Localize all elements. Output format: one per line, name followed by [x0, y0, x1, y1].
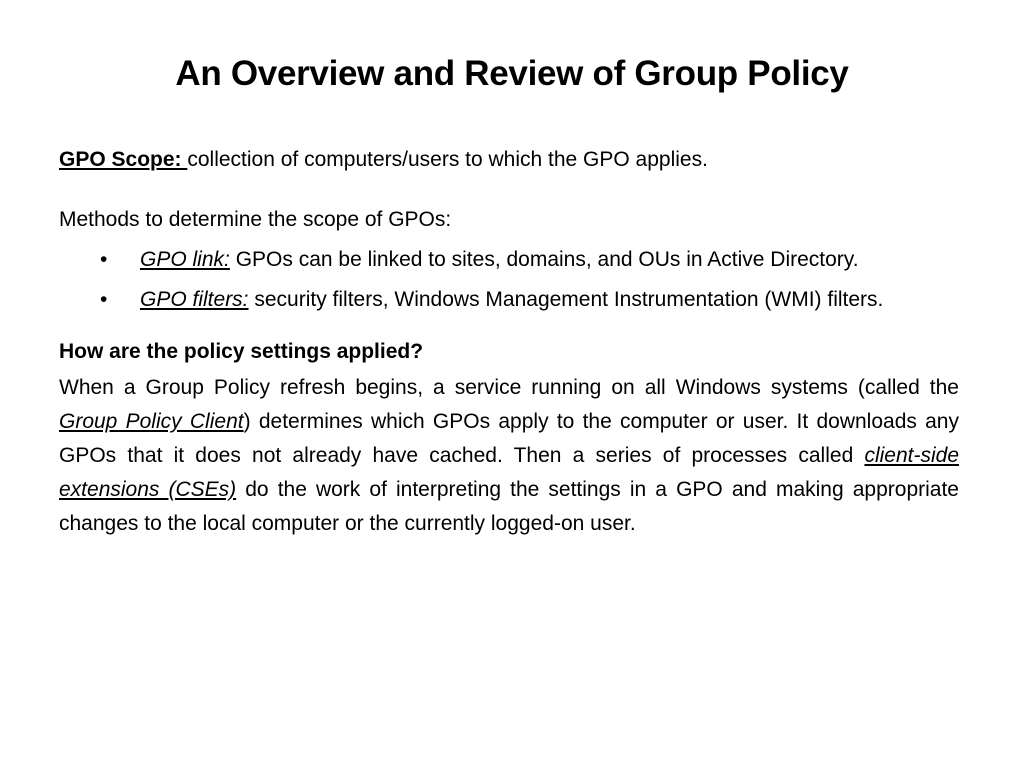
- bullet-icon: •: [100, 248, 108, 271]
- scope-text: collection of computers/users to which the GPO applies.: [187, 148, 708, 171]
- scope-term: GPO Scope:: [59, 148, 188, 171]
- slide-title: An Overview and Review of Group Policy: [175, 54, 849, 93]
- question-heading: How are the policy settings applied?: [59, 340, 424, 363]
- method-item-gpo-link: [59, 243, 959, 277]
- answer-text-3: do the work of interpreting the settings in a GPO and making appropriate changes to the local computer or the currently logged-on user.: [59, 478, 959, 535]
- group-policy-client-term: Group Policy Client: [59, 410, 244, 433]
- methods-list: [59, 243, 959, 317]
- method-term: GPO filters:: [140, 288, 249, 311]
- slide-body: [59, 143, 959, 541]
- methods-heading: Methods to determine the scope of GPOs:: [59, 208, 452, 231]
- bullet-icon: •: [100, 288, 108, 311]
- cse-term: client-side extensions (CSEs): [59, 444, 959, 501]
- answer-text-1: When a Group Policy refresh begins, a service running on all Windows systems (called the: [59, 376, 959, 399]
- scope-definition: [59, 143, 959, 177]
- method-text: GPOs can be linked to sites, domains, and OUs in Active Directory.: [229, 248, 859, 271]
- method-item-gpo-filters: [59, 283, 959, 317]
- method-term: GPO link:: [140, 248, 230, 271]
- method-text: security filters, Windows Management Instrumentation (WMI) filters.: [248, 288, 884, 311]
- answer-paragraph: [59, 371, 959, 541]
- answer-text-2: ) determines which GPOs apply to the computer or user. It downloads any GPOs that it does not already have cached. Then a series of processes called: [59, 410, 959, 467]
